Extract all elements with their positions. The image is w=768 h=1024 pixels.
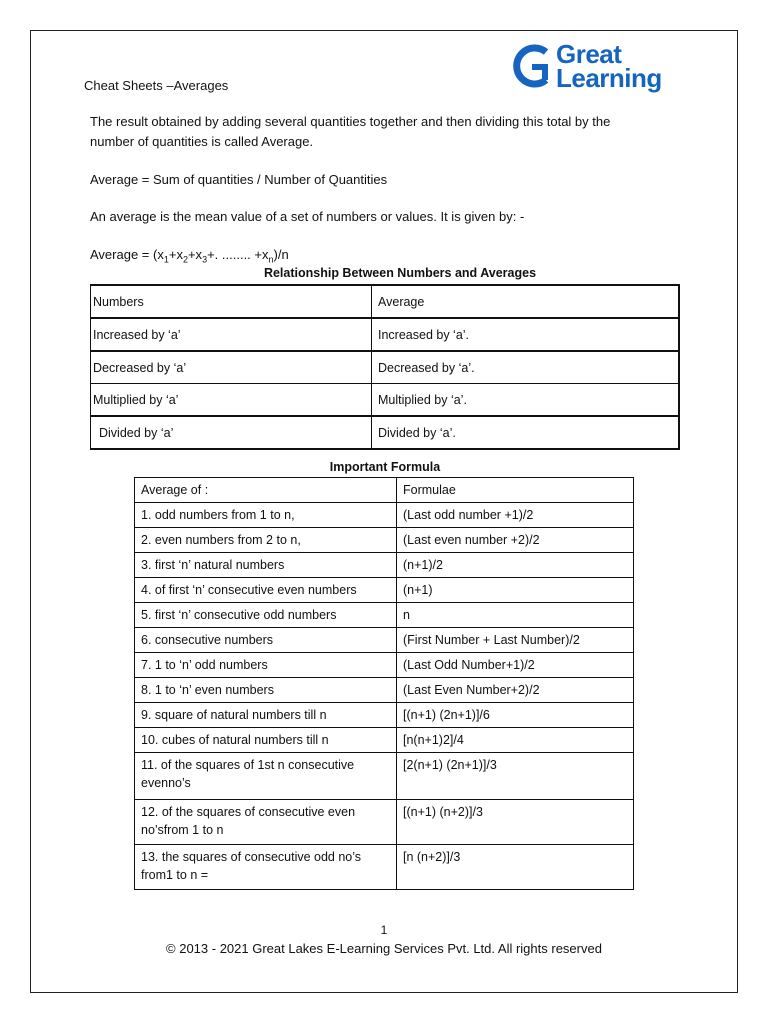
table-cell: (First Number + Last Number)/2 xyxy=(397,628,634,653)
table-row xyxy=(135,728,634,753)
table-cell: 13. the squares of consecutive odd no’s from1 to n = xyxy=(135,845,397,890)
intro-line-2: number of quantities is called Average. xyxy=(90,134,314,149)
table-cell: 2. even numbers from 2 to n, xyxy=(135,528,397,553)
great-learning-g-icon xyxy=(512,44,552,88)
formula-subscript: 2 xyxy=(182,254,188,265)
average-sum-formula xyxy=(90,245,670,265)
formula-subscript: 3 xyxy=(202,254,208,265)
formula-text: +x xyxy=(187,247,203,262)
table-row xyxy=(135,578,634,603)
table-cell: (Last Odd Number+1)/2 xyxy=(397,653,634,678)
table-cell: 11. of the squares of 1st n consecutive evenno’s xyxy=(135,753,397,800)
table-cell: n xyxy=(397,603,634,628)
table-header-cell: Numbers xyxy=(91,285,372,318)
table-cell: 12. of the squares of consecutive even no’sfrom 1 to n xyxy=(135,800,397,845)
mean-value-paragraph: An average is the mean value of a set of numbers or values. It is given by: - xyxy=(90,209,525,224)
table-cell: 10. cubes of natural numbers till n xyxy=(135,728,397,753)
table-header-cell: Average xyxy=(372,285,680,318)
table-row xyxy=(135,603,634,628)
table-cell: 3. first ‘n’ natural numbers xyxy=(135,553,397,578)
table-row xyxy=(135,703,634,728)
table-row xyxy=(135,628,634,653)
table-row xyxy=(91,416,680,449)
document-title: Cheat Sheets –Averages xyxy=(84,78,229,93)
formula-text: +. ........ +x xyxy=(207,247,269,262)
table-cell: (Last odd number +1)/2 xyxy=(397,503,634,528)
table-cell: 9. square of natural numbers till n xyxy=(135,703,397,728)
table-cell: Multiplied by ‘a’ xyxy=(91,384,372,417)
formula-text: +x xyxy=(168,247,183,262)
table-cell: 1. odd numbers from 1 to n, xyxy=(135,503,397,528)
formula-subscript: 1 xyxy=(163,254,169,265)
table-cell: Decreased by ‘a’ xyxy=(91,351,372,384)
table-row xyxy=(135,753,634,800)
table-header-cell: Average of : xyxy=(135,478,397,503)
formula-table xyxy=(134,477,634,890)
table-cell: 8. 1 to ‘n’ even numbers xyxy=(135,678,397,703)
table-cell: (Last even number +2)/2 xyxy=(397,528,634,553)
table-row xyxy=(91,384,680,417)
table-cell: 7. 1 to ‘n’ odd numbers xyxy=(135,653,397,678)
table-row xyxy=(135,678,634,703)
table-cell: (n+1) xyxy=(397,578,634,603)
table-row xyxy=(135,528,634,553)
logo-line-1: Great xyxy=(556,39,622,69)
table-row xyxy=(135,503,634,528)
table-cell: Divided by ‘a’ xyxy=(91,416,372,449)
table-row xyxy=(135,553,634,578)
intro-paragraph xyxy=(90,112,670,152)
table-cell: Decreased by ‘a’. xyxy=(372,351,680,384)
table-cell: 4. of first ‘n’ consecutive even numbers xyxy=(135,578,397,603)
formula-text: Average = (x xyxy=(90,247,164,262)
relationship-table xyxy=(90,284,680,450)
table-cell: 5. first ‘n’ consecutive odd numbers xyxy=(135,603,397,628)
logo-line-2: Learning xyxy=(556,63,662,93)
table-cell: Divided by ‘a’. xyxy=(372,416,680,449)
table-cell: 6. consecutive numbers xyxy=(135,628,397,653)
copyright-footer: © 2013 - 2021 Great Lakes E-Learning Services Pvt. Ltd. All rights reserved xyxy=(166,941,602,956)
table-cell: [(n+1) (2n+1)]/6 xyxy=(397,703,634,728)
table-cell: [2(n+1) (2n+1)]/3 xyxy=(397,753,634,800)
table-header-row xyxy=(135,478,634,503)
intro-line-1: The result obtained by adding several quantities together and then dividing this total by the xyxy=(90,114,611,129)
relationship-section-title: Relationship Between Numbers and Averages xyxy=(263,266,537,280)
page-number: 1 xyxy=(380,923,388,937)
table-cell: Increased by ‘a’ xyxy=(91,318,372,351)
important-formula-title: Important Formula xyxy=(329,460,441,474)
formula-text: )/n xyxy=(273,247,289,262)
table-row xyxy=(135,800,634,845)
table-row xyxy=(91,351,680,384)
table-cell: [n (n+2)]/3 xyxy=(397,845,634,890)
table-cell: (n+1)/2 xyxy=(397,553,634,578)
formula-subscript: n xyxy=(268,254,274,265)
table-cell: Increased by ‘a’. xyxy=(372,318,680,351)
table-cell: [n(n+1)2]/4 xyxy=(397,728,634,753)
table-header-cell: Formulae xyxy=(397,478,634,503)
table-header-row xyxy=(91,285,680,318)
table-cell: (Last Even Number+2)/2 xyxy=(397,678,634,703)
table-cell: [(n+1) (n+2)]/3 xyxy=(397,800,634,845)
average-definition-formula: Average = Sum of quantities / Number of Quantities xyxy=(90,172,388,187)
great-learning-logo xyxy=(512,38,662,94)
table-row xyxy=(135,845,634,890)
table-cell: Multiplied by ‘a’. xyxy=(372,384,680,417)
table-row xyxy=(135,653,634,678)
table-row xyxy=(91,318,680,351)
